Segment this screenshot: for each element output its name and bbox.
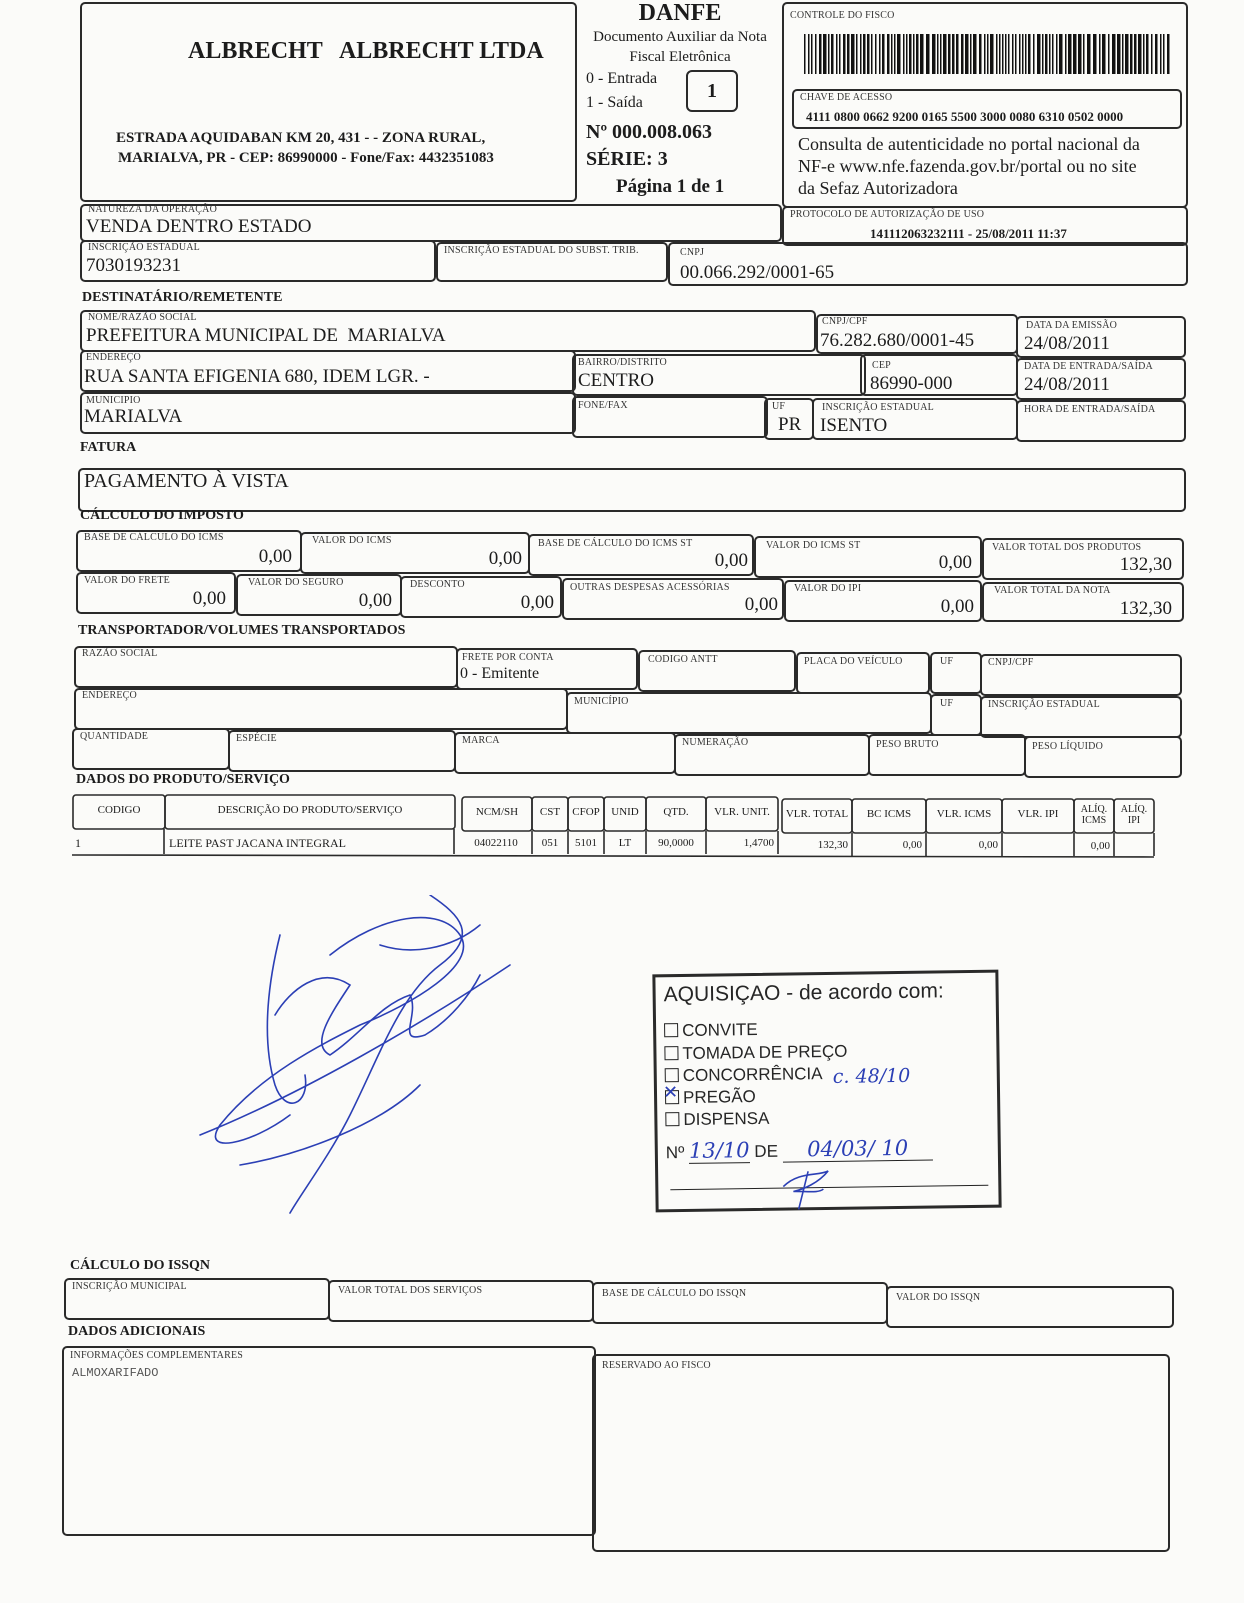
frete-label: VALOR DO FRETE <box>84 575 170 586</box>
checkbox-icon <box>664 1023 678 1037</box>
danfe-tipo-box: 1 <box>686 70 738 112</box>
controle-fisco-label: CONTROLE DO FISCO <box>790 10 895 21</box>
stamp-date: 04/03/ 10 <box>783 1136 933 1163</box>
stamp-option-dispensa <box>665 1109 769 1130</box>
stamp-dispensa-label: DISPENSA <box>683 1108 770 1130</box>
outras-label: OUTRAS DESPESAS ACESSÓRIAS <box>570 582 730 593</box>
col-vlr-unit: VLR. UNIT. <box>714 806 770 818</box>
ie-label: INSCRIÇÃO ESTADUAL <box>88 242 200 253</box>
ipi-label: VALOR DO IPI <box>794 583 862 594</box>
signature <box>180 895 530 1215</box>
base-st-value: 0,00 <box>714 550 748 571</box>
dest-bairro-value: CENTRO <box>578 370 654 391</box>
barcode <box>804 34 1170 74</box>
transp-especie-label: ESPÉCIE <box>236 733 277 744</box>
transp-marca-label: MARCA <box>462 735 500 746</box>
row-unid: LT <box>618 837 632 849</box>
transp-frete-value: 0 - Emitente <box>460 665 540 682</box>
dest-uf-value: PR <box>778 414 802 435</box>
info-compl-label: INFORMAÇÕES COMPLEMENTARES <box>70 1350 244 1361</box>
col-vlr-total: VLR. TOTAL <box>785 808 849 820</box>
stamp-title: AQUISIÇAO - de acordo com: <box>663 979 944 1007</box>
dest-endereco-label: ENDEREÇO <box>86 352 141 363</box>
total-prod-value: 132,30 <box>1119 554 1172 575</box>
dest-nome-value: PREFEITURA MUNICIPAL DE MARIALVA <box>86 325 446 346</box>
destinatario-section: DESTINATÁRIO/REMETENTE <box>82 290 283 305</box>
aquisicao-stamp <box>652 970 1001 1213</box>
checked-checkbox-icon: ✕ <box>662 1082 679 1103</box>
transp-bruto-label: PESO BRUTO <box>876 739 939 750</box>
stamp-convite-label: CONVITE <box>682 1019 758 1041</box>
ipi-value: 0,00 <box>940 596 974 617</box>
dest-ie-label: INSCRIÇÃO ESTADUAL <box>822 402 934 413</box>
checkbox-icon <box>665 1068 679 1082</box>
stamp-num: 13/10 <box>688 1138 750 1163</box>
danfe-serie: SÉRIE: 3 <box>586 148 668 170</box>
col-bc-icms: BC ICMS <box>866 808 912 820</box>
total-prod-label: VALOR TOTAL DOS PRODUTOS <box>992 542 1142 553</box>
ie-value: 7030193231 <box>86 255 181 276</box>
row-qtd: 90,0000 <box>658 837 694 849</box>
row-vlr-icms: 0,00 <box>978 839 998 851</box>
row-vlr-unit: 1,4700 <box>743 837 774 849</box>
cnpj-value: 00.066.292/0001-65 <box>680 262 835 283</box>
dest-municipio-label: MUNICIPIO <box>86 395 141 406</box>
valor-icms-value: 0,00 <box>488 548 522 569</box>
stamp-concorrencia-label: CONCORRÊNCIA <box>682 1064 823 1086</box>
col-vlr-icms: VLR. ICMS <box>936 808 992 820</box>
base-icms-label: BASE DE CÁLCULO DO ICMS <box>84 532 224 543</box>
dest-ie-value: ISENTO <box>820 415 888 436</box>
adicionais-section: DADOS ADICIONAIS <box>68 1324 206 1339</box>
col-qtd: QTD. <box>663 806 689 818</box>
dest-municipio-value: MARIALVA <box>84 406 183 427</box>
issqn-total-label: VALOR TOTAL DOS SERVIÇOS <box>338 1285 483 1296</box>
row-cfop: 5101 <box>575 837 597 849</box>
danfe-saida: 1 - Saída <box>586 94 643 111</box>
col-aliq-ipi-2: IPI <box>1127 815 1141 826</box>
transp-uf2-label: UF <box>940 698 954 709</box>
col-descricao: DESCRIÇÃO DO PRODUTO/SERVIÇO <box>217 804 403 816</box>
desconto-label: DESCONTO <box>410 579 465 590</box>
transp-endereco-box <box>74 688 568 730</box>
consulta-line-1: Consulta de autenticidade no portal nacional da <box>798 134 1140 154</box>
transp-frete-label: FRETE POR CONTA <box>462 652 554 663</box>
col-codigo: CODIGO <box>97 804 141 816</box>
col-ncm: NCM/SH <box>475 806 519 818</box>
issqn-base-label: BASE DE CÁLCULO DO ISSQN <box>602 1288 747 1299</box>
produtos-table <box>72 794 1182 858</box>
valor-st-label: VALOR DO ICMS ST <box>766 540 861 551</box>
dest-cnpj-label: CNPJ/CPF <box>822 316 868 327</box>
dest-cnpj-value: 76.282.680/0001-45 <box>820 330 975 351</box>
chave-acesso: 4111 0800 0662 9200 0165 5500 3000 0080 6310 0502 0000 <box>806 109 1124 124</box>
dest-emissao-value: 24/08/2011 <box>1024 333 1110 354</box>
danfe-numero: Nº 000.008.063 <box>586 121 713 143</box>
dest-entrada-label: DATA DE ENTRADA/SAÍDA <box>1024 361 1153 372</box>
transp-antt-label: CODIGO ANTT <box>648 654 718 665</box>
stamp-tomada-label: TOMADA DE PREÇO <box>682 1041 848 1064</box>
fatura-value: PAGAMENTO À VISTA <box>84 470 289 492</box>
protocolo-label: PROTOCOLO DE AUTORIZAÇÃO DE USO <box>790 209 985 220</box>
chave-label: CHAVE DE ACESSO <box>800 92 893 103</box>
transp-numeracao-label: NUMERAÇÃO <box>682 737 749 748</box>
row-ncm: 04022110 <box>474 837 518 849</box>
dest-uf-label: UF <box>772 401 786 412</box>
checkbox-icon <box>665 1112 679 1126</box>
checkbox-icon <box>664 1046 678 1060</box>
row-vlr-total: 132,30 <box>817 839 848 851</box>
transp-uf2-box <box>930 694 982 736</box>
seguro-label: VALOR DO SEGURO <box>248 577 344 588</box>
col-aliq-ipi-1: ALÍQ. <box>1120 804 1148 815</box>
transp-uf-label: UF <box>940 656 954 667</box>
stamp-pregao-label: PREGÃO <box>682 1086 756 1108</box>
row-codigo: 1 <box>75 836 81 850</box>
col-vlr-ipi: VLR. IPI <box>1017 808 1059 820</box>
col-cfop: CFOP <box>572 806 600 818</box>
transp-placa-label: PLACA DO VEÍCULO <box>804 656 903 667</box>
emitente-box <box>80 2 577 202</box>
issqn-section: CÁLCULO DO ISSQN <box>70 1258 211 1273</box>
valor-icms-label: VALOR DO ICMS <box>312 535 392 546</box>
col-unid: UNID <box>611 806 639 818</box>
transp-uf-box <box>930 652 982 694</box>
ie-subst-label: INSCRIÇÃO ESTADUAL DO SUBST. TRIB. <box>444 245 639 256</box>
danfe-title: DANFE <box>638 0 722 26</box>
col-aliq-icms-2: ICMS <box>1081 815 1107 826</box>
stamp-option-tomada <box>664 1042 847 1065</box>
transp-endereco-label: ENDEREÇO <box>82 690 137 701</box>
dest-cep-value: 86990-000 <box>870 373 953 394</box>
base-icms-value: 0,00 <box>258 546 292 567</box>
produtos-section: DADOS DO PRODUTO/SERVIÇO <box>76 772 290 787</box>
dest-bairro-label: BAIRRO/DISTRITO <box>578 357 667 368</box>
natureza-value: VENDA DENTRO ESTADO <box>86 216 312 237</box>
natureza-label: NATUREZA DA OPERAÇÃO <box>88 204 218 215</box>
issqn-valor-label: VALOR DO ISSQN <box>896 1292 981 1303</box>
danfe-subtitle-2: Fiscal Eletrônica <box>629 49 731 65</box>
stamp-de-label: DE <box>754 1141 779 1162</box>
transp-ie-label: INSCRIÇÃO ESTADUAL <box>988 699 1100 710</box>
transp-razao-label: RAZÃO SOCIAL <box>82 648 158 659</box>
dest-emissao-label: DATA DA EMISSÃO <box>1026 320 1118 331</box>
row-bc-icms: 0,00 <box>902 839 922 851</box>
row-aliq-icms: 0,00 <box>1090 840 1110 852</box>
stamp-initials <box>778 1161 839 1212</box>
dest-entrada-value: 24/08/2011 <box>1024 374 1110 395</box>
transp-municipio-label: MUNICÍPIO <box>574 696 629 707</box>
consulta-line-2: NF-e www.nfe.fazenda.gov.br/portal ou no site <box>798 156 1137 176</box>
valor-st-value: 0,00 <box>938 552 972 573</box>
col-cst: CST <box>539 806 561 818</box>
stamp-pregao-note: c. 48/10 <box>832 1064 911 1088</box>
dest-fone-label: FONE/FAX <box>578 400 628 411</box>
total-nota-value: 132,30 <box>1119 598 1172 619</box>
emitente-address-1: ESTRADA AQUIDABAN KM 20, 431 - - ZONA RURAL, <box>116 130 486 146</box>
dest-cep-label: CEP <box>872 360 891 371</box>
col-aliq-icms-1: ALÍQ. <box>1080 804 1108 815</box>
outras-value: 0,00 <box>744 594 778 615</box>
seguro-value: 0,00 <box>358 590 392 611</box>
frete-value: 0,00 <box>192 588 226 609</box>
danfe-pagina: Página 1 de 1 <box>616 176 725 197</box>
cnpj-label: CNPJ <box>680 247 705 258</box>
issqn-im-label: INSCRIÇÃO MUNICIPAL <box>72 1281 187 1292</box>
row-cst: 051 <box>541 837 559 849</box>
row-descricao: LEITE PAST JACANA INTEGRAL <box>169 836 347 850</box>
stamp-number-line <box>666 1136 933 1165</box>
danfe-subtitle-1: Documento Auxiliar da Nota <box>593 29 767 45</box>
info-compl-value: ALMOXARIFADO <box>72 1366 159 1380</box>
dest-hora-label: HORA DE ENTRADA/SAÍDA <box>1024 404 1156 415</box>
base-st-label: BASE DE CÁLCULO DO ICMS ST <box>538 538 693 549</box>
fatura-section: FATURA <box>80 440 137 455</box>
dest-endereco-value: RUA SANTA EFIGENIA 680, IDEM LGR. - <box>84 366 430 387</box>
stamp-num-label: Nº <box>665 1142 685 1163</box>
emitente-address-2: MARIALVA, PR - CEP: 86990000 - Fone/Fax: 4432351083 <box>118 150 494 166</box>
desconto-value: 0,00 <box>520 592 554 613</box>
reservado-fisco-box <box>592 1354 1170 1552</box>
dest-nome-label: NOME/RAZÃO SOCIAL <box>88 312 197 323</box>
reservado-fisco-label: RESERVADO AO FISCO <box>602 1360 711 1371</box>
consulta-line-3: da Sefaz Autorizadora <box>798 178 958 198</box>
danfe-entrada: 0 - Entrada <box>586 70 658 87</box>
total-nota-label: VALOR TOTAL DA NOTA <box>994 585 1111 596</box>
protocolo-value: 141112063232111 - 25/08/2011 11:37 <box>870 226 1067 241</box>
transp-cnpj-label: CNPJ/CPF <box>988 657 1034 668</box>
emitente-name: ALBRECHT ALBRECHT LTDA <box>188 38 544 64</box>
stamp-option-convite <box>664 1020 758 1041</box>
imposto-section: CÁLCULO DO IMPOSTO <box>80 508 244 523</box>
transp-qtd-label: QUANTIDADE <box>80 731 149 742</box>
transportador-section: TRANSPORTADOR/VOLUMES TRANSPORTADOS <box>78 623 406 638</box>
transp-liquido-label: PESO LÍQUIDO <box>1032 741 1104 752</box>
stamp-option-concorrencia <box>665 1064 823 1086</box>
